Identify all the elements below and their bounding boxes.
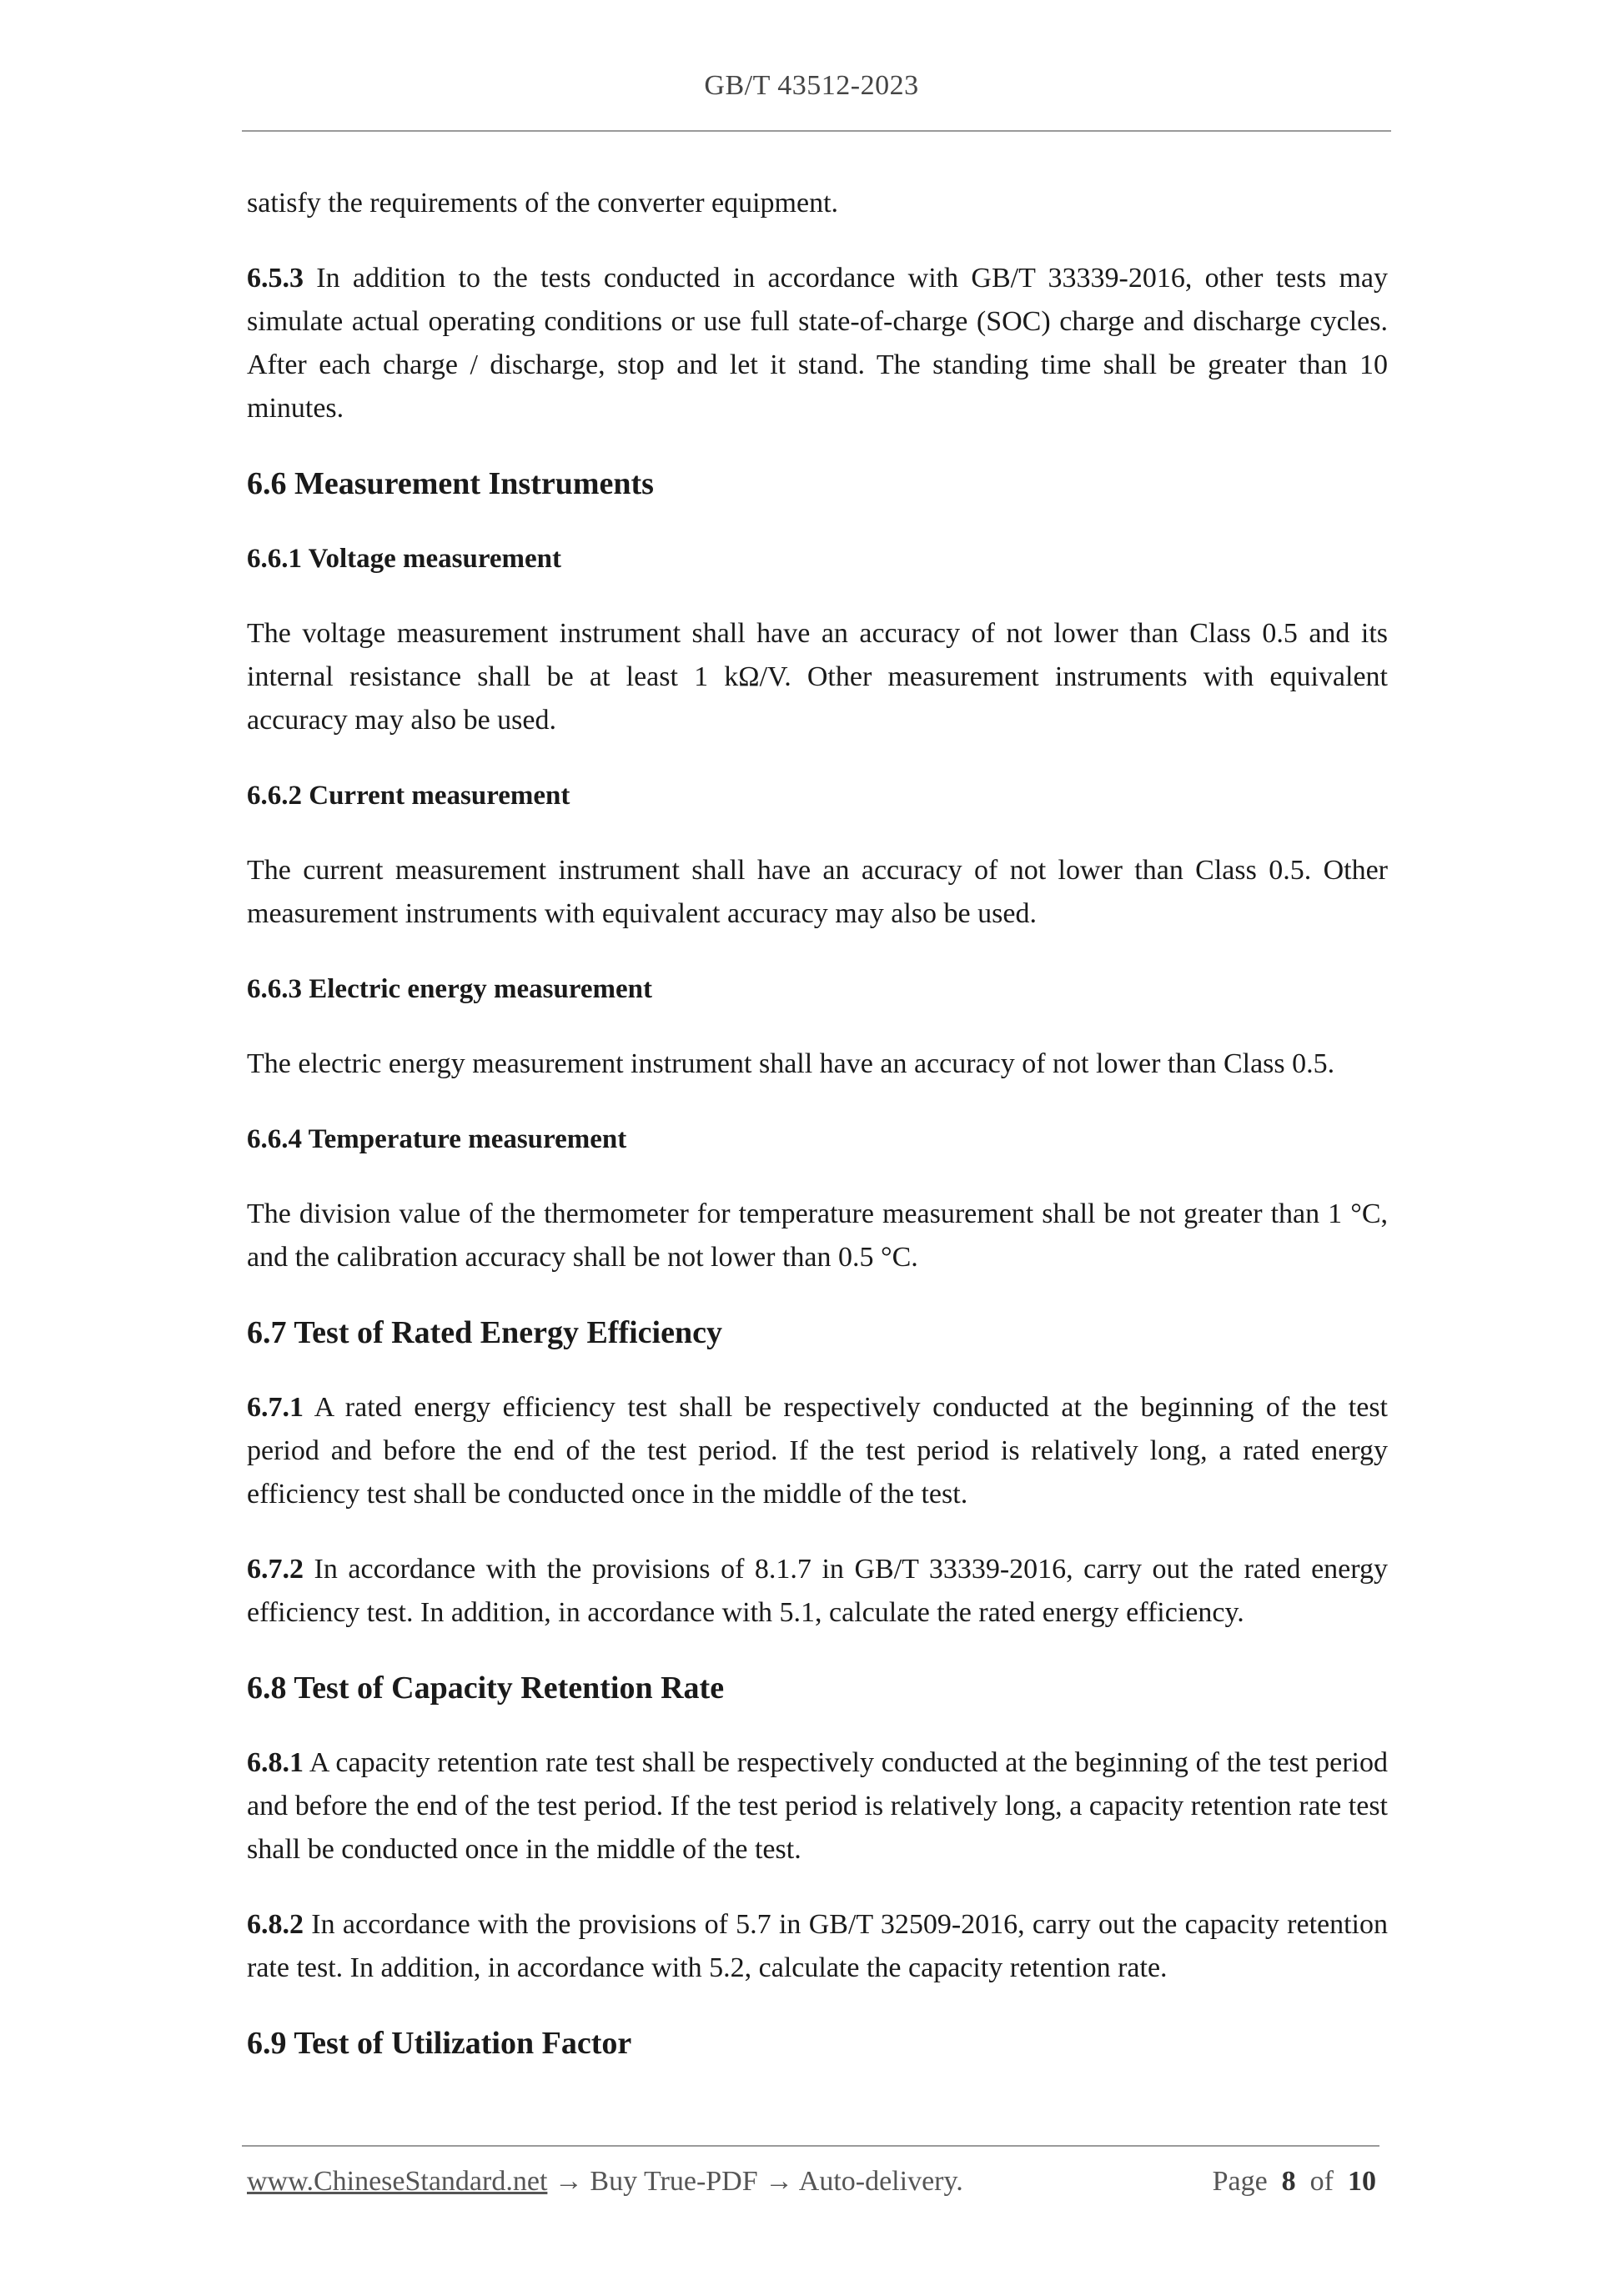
- clause-text: In accordance with the provisions of 8.1.7 in GB/T 33339-2016, carry out the rated energy efficiency test. In addition, in accordance with 5.1, calculate the rated energy efficiency.: [247, 1554, 1388, 1628]
- paragraph-6-8-1: [247, 1741, 1388, 1871]
- clause-number: 6.8.1: [247, 1747, 304, 1778]
- paragraph-6-7-2: [247, 1548, 1388, 1635]
- buy-pdf-text: Buy True-PDF: [590, 2166, 758, 2197]
- page-footer: [247, 2162, 1376, 2202]
- heading-6-8: 6.8 Test of Capacity Retention Rate: [247, 1671, 725, 1706]
- page-of: of: [1309, 2166, 1334, 2197]
- paragraph-6-7-1: [247, 1386, 1388, 1516]
- heading-6-9: 6.9 Test of Utilization Factor: [247, 2026, 632, 2061]
- clause-text: A rated energy efficiency test shall be respectively conducted at the beginning of the test period and before the end of the test period. If the test period is relatively long, a rated energy efficiency test shall be conducted once in the middle of the test.: [247, 1392, 1388, 1510]
- paragraph-6-6-1: The voltage measurement instrument shall have an accuracy of not lower than Class 0.5 and its internal resistance shall be at least 1 kΩ/V. Other measurement instruments with equivalent accuracy may also be used.: [247, 618, 1388, 736]
- heading-6-6: 6.6 Measurement Instruments: [247, 466, 654, 501]
- clause-text: In accordance with the provisions of 5.7 in GB/T 32509-2016, carry out the capacity retention rate test. In addition, in accordance with 5.2, calculate the capacity retention rate.: [247, 1909, 1388, 1983]
- clause-number: 6.5.3: [247, 263, 304, 294]
- clause-text: In addition to the tests conducted in accordance with GB/T 33339-2016, other tests may simulate actual operating conditions or use full state-of-charge (SOC) charge and discharge cycles. After each charge / discharge, stop and let it stand. The standing time shall be greater than 10 minutes.: [247, 263, 1388, 424]
- page-current: 8: [1281, 2166, 1296, 2197]
- clause-text: A capacity retention rate test shall be respectively conducted at the beginning of the test period and before the end of the test period. If the test period is relatively long, a capacity retention rate test shall be conducted once in the middle of the test.: [247, 1747, 1388, 1865]
- paragraph-6-6-2: The current measurement instrument shall have an accuracy of not lower than Class 0.5. Other measurement instruments with equivalent accuracy may also be used.: [247, 855, 1388, 929]
- heading-6-6-3: 6.6.3 Electric energy measurement: [247, 974, 652, 1004]
- heading-6-6-2: 6.6.2 Current measurement: [247, 781, 570, 811]
- clause-number: 6.8.2: [247, 1909, 304, 1940]
- delivery-text: Auto-delivery.: [798, 2166, 963, 2197]
- arrow-right-icon: →: [554, 2166, 583, 2197]
- arrow-right-icon: →: [765, 2166, 794, 2197]
- footer-rule: [242, 2145, 1379, 2147]
- paragraph-6-8-2: [247, 1903, 1388, 1990]
- page-number: [1213, 2162, 1376, 2202]
- page-content: [247, 182, 1388, 2065]
- heading-6-6-4: 6.6.4 Temperature measurement: [247, 1124, 627, 1154]
- paragraph-6-5-3: [247, 257, 1388, 430]
- page-label: Page: [1212, 2166, 1268, 2197]
- clause-number: 6.7.2: [247, 1554, 304, 1585]
- paragraph-6-6-3: The electric energy measurement instrument shall have an accuracy of not lower than Class 0.5.: [247, 1048, 1335, 1079]
- page-total: 10: [1348, 2166, 1376, 2197]
- paragraph-continuation: satisfy the requirements of the converter equipment.: [247, 188, 839, 219]
- running-header: GB/T 43512-2023: [704, 70, 919, 101]
- website-link[interactable]: www.ChineseStandard.net: [247, 2166, 548, 2197]
- heading-6-7: 6.7 Test of Rated Energy Efficiency: [247, 1315, 722, 1350]
- heading-6-6-1: 6.6.1 Voltage measurement: [247, 544, 562, 574]
- clause-number: 6.7.1: [247, 1392, 304, 1423]
- paragraph-6-6-4: The division value of the thermometer for temperature measurement shall be not greater than 1 °C, and the calibration accuracy shall be not lower than 0.5 °C.: [247, 1198, 1388, 1273]
- header-rule: [242, 130, 1391, 132]
